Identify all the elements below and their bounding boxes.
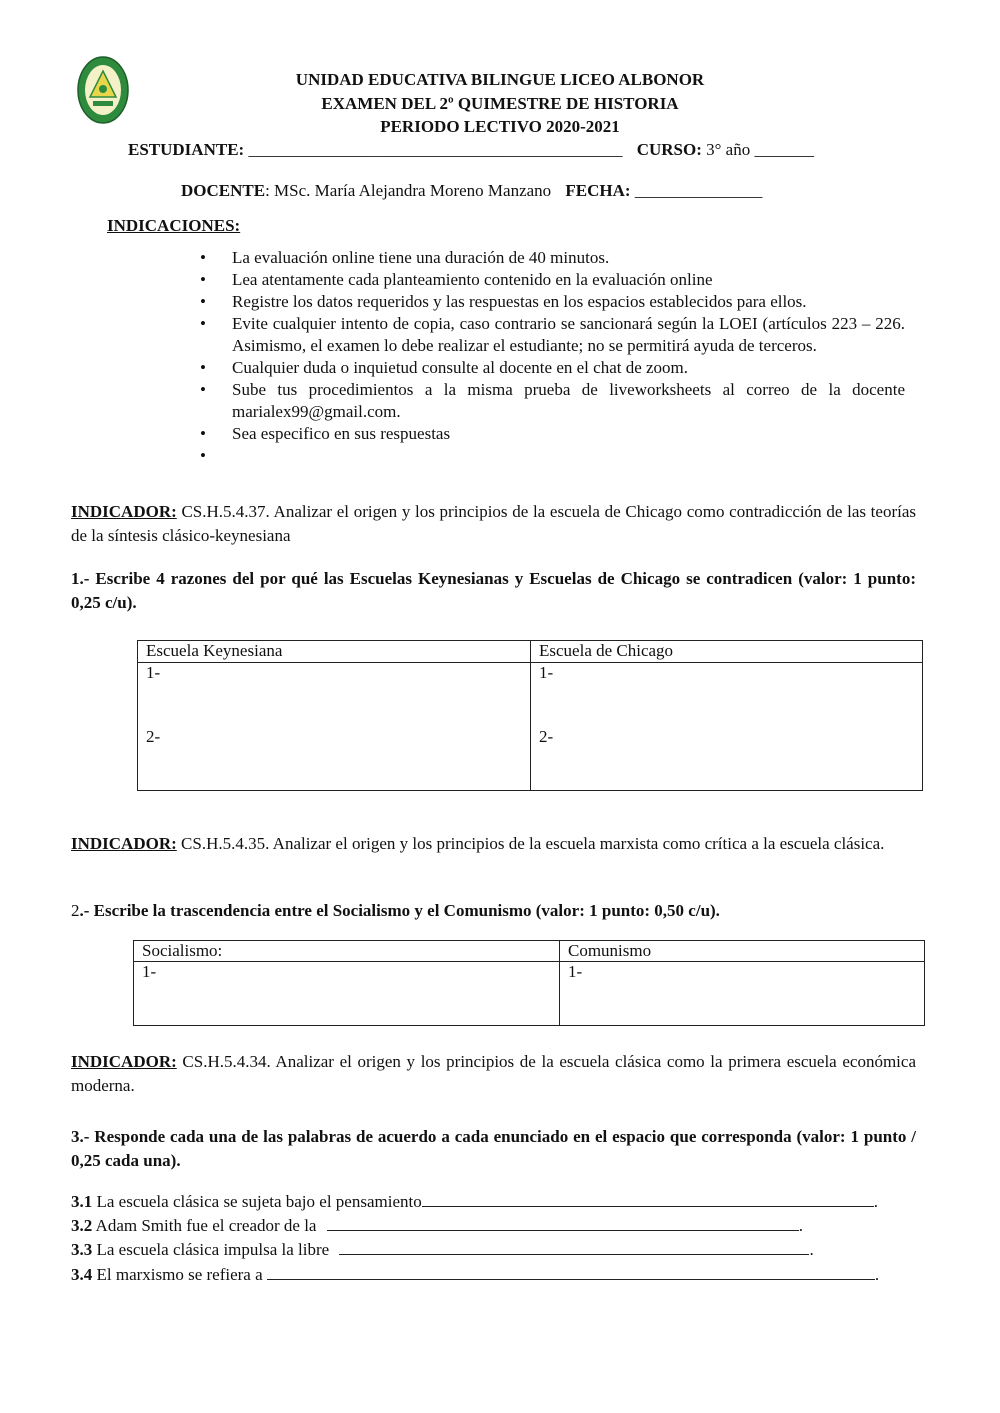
fill-item-text: Adam Smith fue el creador de la: [92, 1216, 321, 1235]
date-field[interactable]: _______________: [634, 181, 763, 200]
indicator-2: [71, 832, 916, 856]
indicator-1-label: INDICADOR:: [71, 502, 177, 521]
answer-label: 1-: [146, 663, 161, 682]
instruction-item: • Lea atentamente cada planteamiento contenido en la evaluación online: [200, 269, 905, 291]
table-2-cell-communism[interactable]: [560, 962, 925, 1026]
indicator-3: [71, 1050, 916, 1098]
student-label: ESTUDIANTE:: [128, 140, 245, 159]
table-1-header-chicago: Escuela de Chicago: [531, 641, 923, 663]
student-field[interactable]: ____________________________________________: [248, 140, 623, 159]
instruction-item: • Evite cualquier intento de copia, caso contrario se sancionará según la LOEI (artículos 223 – 226. Asimismo, el examen lo debe realizar el estudiante; no se permitirá ayuda de terceros.: [200, 313, 905, 357]
fill-item: 3.4 El marxismo se refiera a .: [71, 1265, 880, 1284]
table-1-cell-chicago[interactable]: [531, 663, 923, 791]
date-label: FECHA:: [565, 181, 631, 200]
indicator-2-label: INDICADOR:: [71, 834, 177, 853]
instruction-item: • Registre los datos requeridos y las respuestas en los espacios establecidos para ellos.: [200, 291, 905, 313]
instruction-item: • Sube tus procedimientos a la misma prueba de liveworksheets al correo de la docente marialex99@gmail.com.: [200, 379, 905, 423]
teacher-label: DOCENTE: [181, 181, 266, 200]
question-2-number: 2: [71, 901, 80, 920]
answer-label: 1-: [539, 663, 554, 682]
indicator-2-text: CS.H.5.4.35. Analizar el origen y los principios de la escuela marxista como crítica a la escuela clásica.: [176, 834, 885, 853]
table-2-header-socialism: Socialismo:: [134, 941, 560, 962]
teacher-line: [181, 181, 762, 201]
course-field[interactable]: 3° año _______: [706, 140, 814, 159]
instruction-item: [200, 445, 905, 467]
school-name: UNIDAD EDUCATIVA BILINGUE LICEO ALBONOR: [295, 70, 705, 89]
table-2-header-communism: Comunismo: [560, 941, 925, 962]
indicator-3-label: INDICADOR:: [71, 1052, 177, 1071]
table-1-header-keynes: Escuela Keynesiana: [138, 641, 531, 663]
instruction-item: • Cualquier duda o inquietud consulte al docente en el chat de zoom.: [200, 357, 905, 379]
fill-item-number: 3.4: [71, 1265, 93, 1284]
instructions-list: [200, 247, 905, 467]
fill-item-number: 3.2: [71, 1216, 93, 1235]
fill-item-text: La escuela clásica se sujeta bajo el pensamiento: [92, 1192, 422, 1211]
table-2: [133, 940, 925, 1026]
fill-item: 3.2 Adam Smith fue el creador de la .: [71, 1216, 803, 1235]
question-1: 1.- Escribe 4 razones del por qué las Escuelas Keynesianas y Escuelas de Chicago se contradicen (valor: 1 punto: 0,25 c/u).: [71, 569, 916, 612]
table-1: [137, 640, 923, 791]
school-logo: [76, 55, 130, 125]
instructions-title: INDICACIONES:: [107, 216, 241, 235]
fill-blank[interactable]: [339, 1238, 809, 1255]
indicator-1: [71, 500, 916, 548]
answer-label: 1-: [568, 962, 583, 981]
instruction-item: • Sea especifico en sus respuestas: [200, 423, 905, 445]
student-line: [128, 140, 814, 160]
indicator-1-text: CS.H.5.4.37. Analizar el origen y los principios de la escuela de Chicago como contradicción de las teorías de la síntesis clásico-keynesiana: [71, 502, 916, 545]
indicator-3-text: CS.H.5.4.34. Analizar el origen y los principios de la escuela clásica como la primera escuela económica moderna.: [71, 1052, 916, 1095]
course-label: CURSO:: [636, 140, 702, 159]
fill-item: 3.3 La escuela clásica impulsa la libre .: [71, 1240, 814, 1259]
instruction-item: • La evaluación online tiene una duración de 40 minutos.: [200, 247, 905, 269]
teacher-name: : MSc. María Alejandra Moreno Manzano: [265, 181, 552, 200]
fill-blank[interactable]: [327, 1214, 799, 1231]
fill-item-text: La escuela clásica impulsa la libre: [92, 1240, 334, 1259]
school-period: PERIODO LECTIVO 2020-2021: [380, 117, 620, 136]
question-3: 3.- Responde cada una de las palabras de acuerdo a cada enunciado en el espacio que corresponda (valor: 1 punto / 0,25 cada una).: [71, 1127, 916, 1170]
fill-item: 3.1 La escuela clásica se sujeta bajo el pensamiento .: [71, 1192, 878, 1211]
question-2: [71, 899, 916, 923]
answer-label: 2-: [539, 727, 554, 746]
fill-item-number: 3.1: [71, 1192, 93, 1211]
fill-blank[interactable]: [267, 1263, 875, 1280]
table-2-cell-socialism[interactable]: [134, 962, 560, 1026]
exam-title: EXAMEN DEL 2º QUIMESTRE DE HISTORIA: [321, 94, 679, 113]
fill-item-text: El marxismo se refiera a: [92, 1265, 267, 1284]
table-1-cell-keynes[interactable]: [138, 663, 531, 791]
fill-blank[interactable]: [422, 1190, 874, 1207]
answer-label: 1-: [142, 962, 157, 981]
question-2-text: .- Escribe la trascendencia entre el Socialismo y el Comunismo (valor: 1 punto: 0,50 c/u).: [79, 901, 720, 920]
answer-label: 2-: [146, 727, 161, 746]
fill-item-number: 3.3: [71, 1240, 93, 1259]
